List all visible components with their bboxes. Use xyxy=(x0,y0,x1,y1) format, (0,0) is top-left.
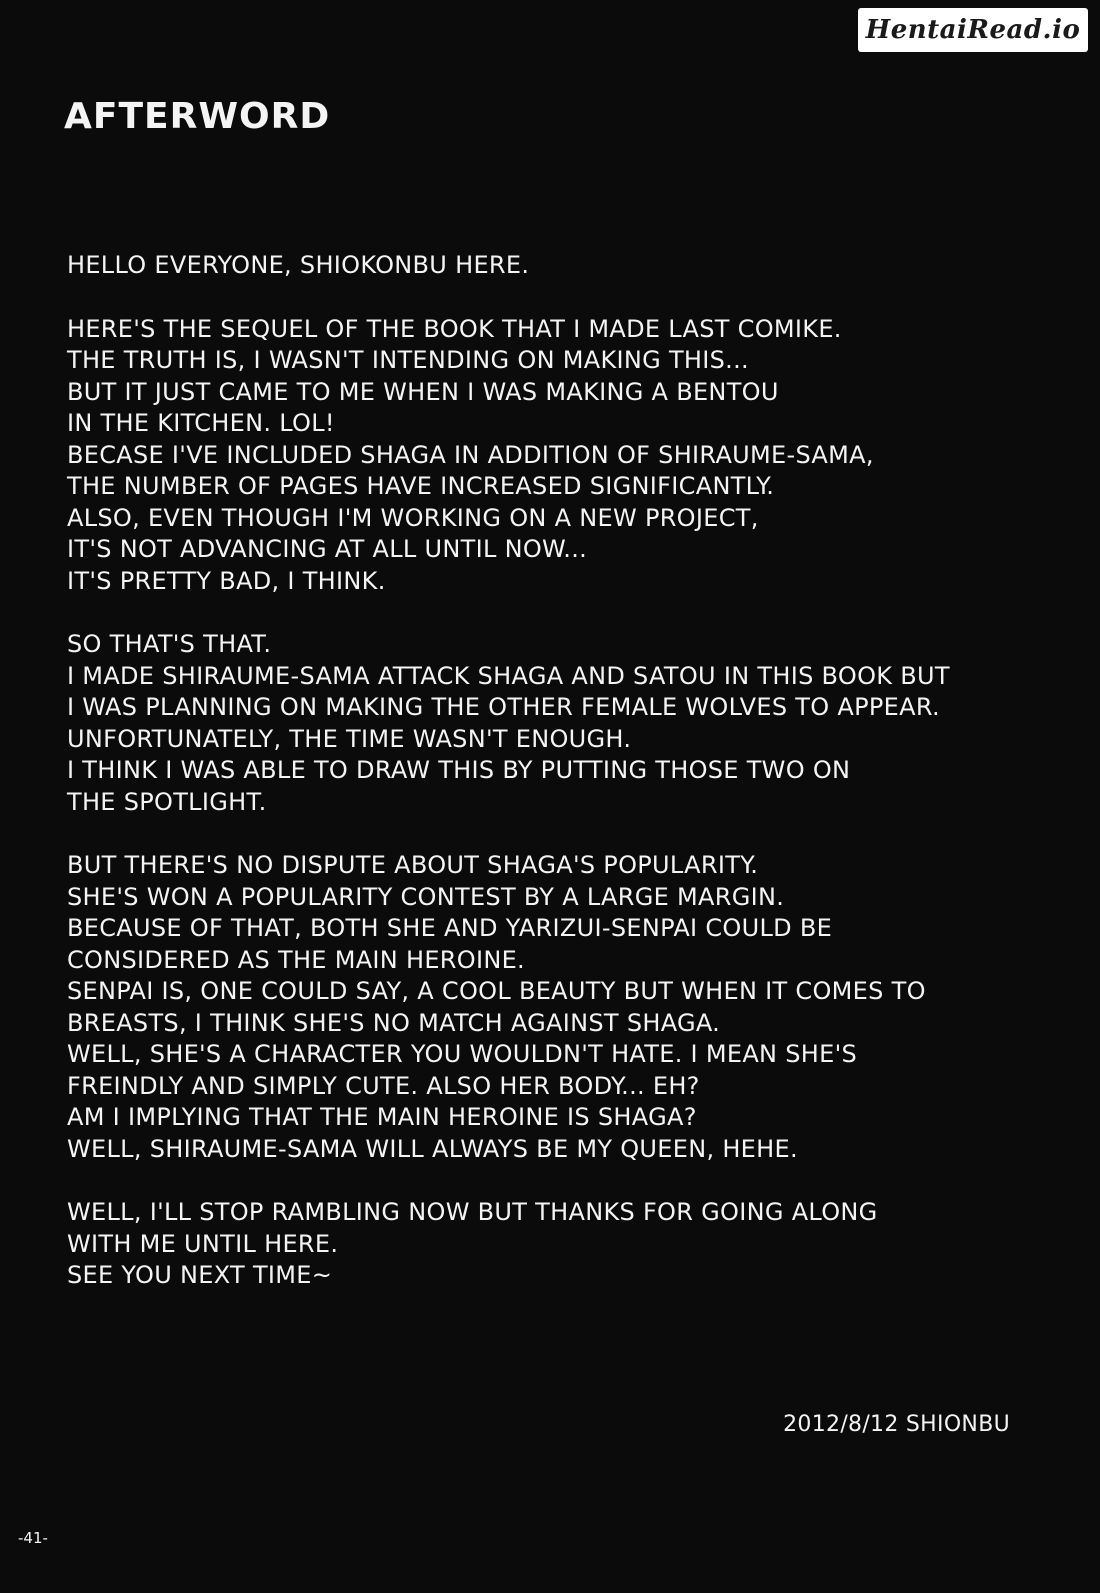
page-title: AFTERWORD xyxy=(64,96,331,137)
text-line: IN THE KITCHEN. LOL! xyxy=(67,409,335,437)
text-line: THE SPOTLIGHT. xyxy=(67,787,267,816)
text-line: SEE YOU NEXT TIME~ xyxy=(67,1261,333,1289)
watermark-logo: HentaiRead.io xyxy=(858,8,1088,52)
text-line: FREINDLY AND SIMPLY CUTE. ALSO HER BODY... EH? xyxy=(67,1071,700,1100)
text-line: WITH ME UNTIL HERE. xyxy=(67,1229,339,1258)
paragraph-story xyxy=(67,629,1040,818)
text-line: SENPAI IS, ONE COULD SAY, A COOL BEAUTY BUT WHEN IT COMES TO xyxy=(67,977,926,1005)
text-line: BREASTS, I THINK SHE'S NO MATCH AGAINST SHAGA. xyxy=(67,1008,721,1037)
text-line: ALSO, EVEN THOUGH I'M WORKING ON A NEW PROJECT, xyxy=(67,503,759,532)
page-number: -41- xyxy=(18,1529,48,1547)
text-line: SO THAT'S THAT. xyxy=(67,630,272,658)
text-line: UNFORTUNATELY, THE TIME WASN'T ENOUGH. xyxy=(67,724,632,753)
text-line: THE NUMBER OF PAGES HAVE INCREASED SIGNIFICANTLY. xyxy=(67,472,775,500)
text-line: BUT IT JUST CAME TO ME WHEN I WAS MAKING A BENTOU xyxy=(67,377,779,406)
text-line: BUT THERE'S NO DISPUTE ABOUT SHAGA'S POPULARITY. xyxy=(67,851,759,879)
text-line: WELL, SHIRAUME-SAMA WILL ALWAYS BE MY QUEEN, HEHE. xyxy=(67,1134,798,1163)
paragraph-sequel xyxy=(67,314,1040,598)
text-line: BECASE I'VE INCLUDED SHAGA IN ADDITION OF SHIRAUME-SAMA, xyxy=(67,440,874,469)
text-line: I THINK I WAS ABLE TO DRAW THIS BY PUTTING THOSE TWO ON xyxy=(67,756,851,784)
text-line: WELL, I'LL STOP RAMBLING NOW BUT THANKS FOR GOING ALONG xyxy=(67,1198,878,1226)
signature-date: 2012/8/12 SHIONBU xyxy=(783,1412,1010,1437)
text-line: IT'S PRETTY BAD, I THINK. xyxy=(67,566,386,595)
text-line: I WAS PLANNING ON MAKING THE OTHER FEMALE WOLVES TO APPEAR. xyxy=(67,693,940,721)
text-line: SHE'S WON A POPULARITY CONTEST BY A LARGE MARGIN. xyxy=(67,882,785,911)
text-line: THE TRUTH IS, I WASN'T INTENDING ON MAKING THIS... xyxy=(67,346,749,374)
text-line: AM I IMPLYING THAT THE MAIN HEROINE IS SHAGA? xyxy=(67,1103,697,1131)
paragraph-popularity xyxy=(67,850,1040,1165)
text-line: I MADE SHIRAUME-SAMA ATTACK SHAGA AND SATOU IN THIS BOOK BUT xyxy=(67,661,950,690)
afterword-body xyxy=(67,250,1040,1324)
text-line: HELLO EVERYONE, SHIOKONBU HERE. xyxy=(67,251,530,279)
text-line: HERE'S THE SEQUEL OF THE BOOK THAT I MADE LAST COMIKE. xyxy=(67,314,842,343)
text-line: BECAUSE OF THAT, BOTH SHE AND YARIZUI-SENPAI COULD BE xyxy=(67,914,833,942)
text-line: IT'S NOT ADVANCING AT ALL UNTIL NOW... xyxy=(67,535,588,563)
paragraph-greeting xyxy=(67,250,1040,282)
text-line: WELL, SHE'S A CHARACTER YOU WOULDN'T HATE. I MEAN SHE'S xyxy=(67,1040,858,1068)
text-line: CONSIDERED AS THE MAIN HEROINE. xyxy=(67,945,525,974)
paragraph-closing xyxy=(67,1197,1040,1292)
